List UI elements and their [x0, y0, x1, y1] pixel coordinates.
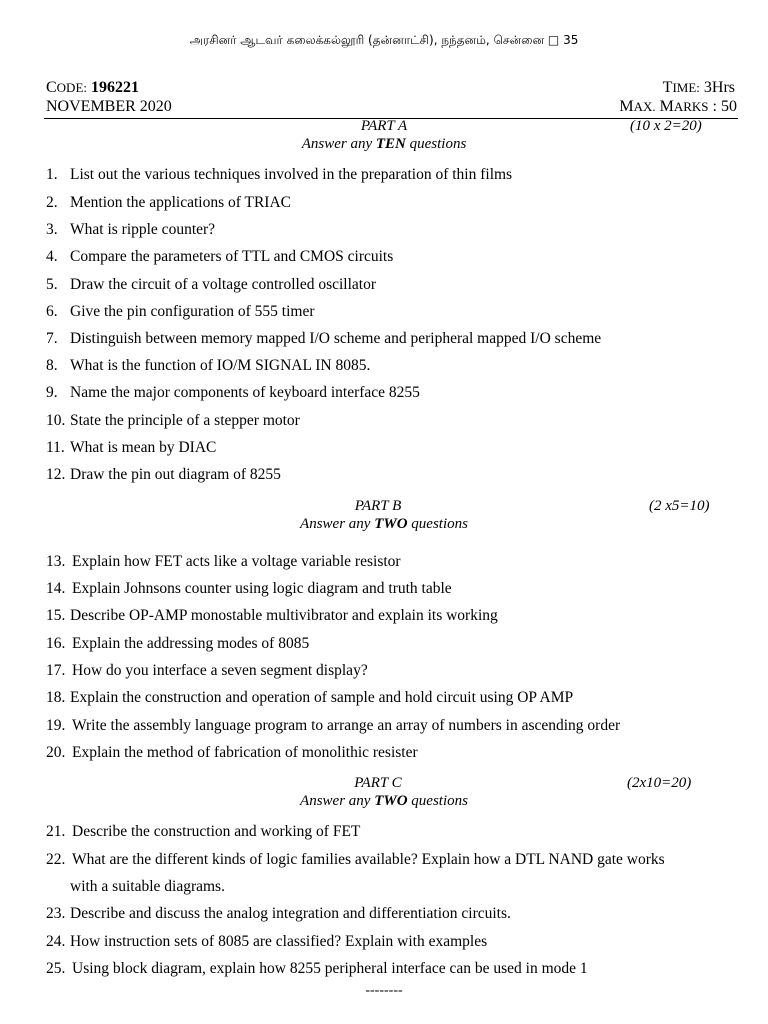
exam-code-value: 196221	[91, 79, 140, 96]
exam-code: CODE: 196221	[46, 79, 140, 96]
question-22-continuation: with a suitable diagrams.	[70, 878, 225, 895]
question-15: 15. Describe OP-AMP monostable multivibrator and explain its working	[46, 607, 498, 624]
part-c-title: PART C	[354, 775, 402, 791]
question-6: 6. Give the pin configuration of 555 timer	[46, 303, 315, 320]
question-9: 9. Name the major components of keyboard interface 8255	[46, 384, 420, 401]
part-b-title: PART B	[354, 498, 402, 514]
question-19: 19. Write the assembly language program to arrange an array of numbers in ascending order	[46, 717, 621, 734]
institution-name: அரசினர் ஆடவர் கலைக்கல்லூரி (தன்னாட்சி), நந்தனம், சென்னை □ 35	[189, 33, 579, 47]
question-4: 4. Compare the parameters of TTL and CMOS circuits	[46, 248, 394, 265]
question-24: 24. How instruction sets of 8085 are classified? Explain with examples	[46, 933, 488, 950]
part-c-marks: (2x10=20)	[627, 775, 692, 791]
question-12: 12. Draw the pin out diagram of 8255	[46, 466, 281, 483]
question-17: 17. How do you interface a seven segment display?	[46, 662, 368, 679]
question-11: 11. What is mean by DIAC	[46, 439, 217, 456]
question-1: 1. List out the various techniques involved in the preparation of thin films	[46, 166, 513, 183]
part-c-instruction: Answer any TWO questions	[300, 793, 468, 809]
exam-month-year: NOVEMBER 2020	[46, 98, 172, 115]
part-a-instruction: Answer any TEN questions	[301, 136, 467, 152]
question-16: 16. Explain the addressing modes of 8085	[46, 635, 310, 652]
question-23: 23. Describe and discuss the analog integration and differentiation circuits.	[46, 905, 511, 922]
part-a-marks: (10 x 2=20)	[630, 118, 702, 134]
exam-max-marks: MAX. MARKS : 50	[619, 98, 737, 115]
question-22: 22. What are the different kinds of logic families available? Explain how a DTL NAND gate works	[46, 851, 665, 868]
exam-time: TIME: 3Hrs	[662, 79, 735, 96]
question-8: 8. What is the function of IO/M SIGNAL IN 8085.	[46, 357, 371, 374]
question-21: 21. Describe the construction and working of FET	[46, 823, 361, 840]
question-13: 13. Explain how FET acts like a voltage variable resistor	[46, 553, 401, 570]
question-14: 14. Explain Johnsons counter using logic diagram and truth table	[46, 580, 452, 597]
end-marker: --------	[365, 983, 403, 998]
question-3: 3. What is ripple counter?	[46, 221, 216, 238]
question-20: 20. Explain the method of fabrication of monolithic resister	[46, 744, 418, 761]
part-a-title: PART A	[360, 118, 408, 134]
part-b-marks: (2 x5=10)	[649, 498, 710, 514]
question-18: 18. Explain the construction and operation of sample and hold circuit using OP AMP	[46, 689, 574, 706]
question-2: 2. Mention the applications of TRIAC	[46, 194, 291, 211]
question-7: 7. Distinguish between memory mapped I/O scheme and peripheral mapped I/O scheme	[46, 330, 602, 347]
question-5: 5. Draw the circuit of a voltage controlled oscillator	[46, 276, 377, 293]
part-b-instruction: Answer any TWO questions	[300, 516, 468, 532]
question-10: 10. State the principle of a stepper motor	[46, 412, 300, 429]
question-25: 25. Using block diagram, explain how 8255 peripheral interface can be used in mode 1	[46, 960, 588, 977]
